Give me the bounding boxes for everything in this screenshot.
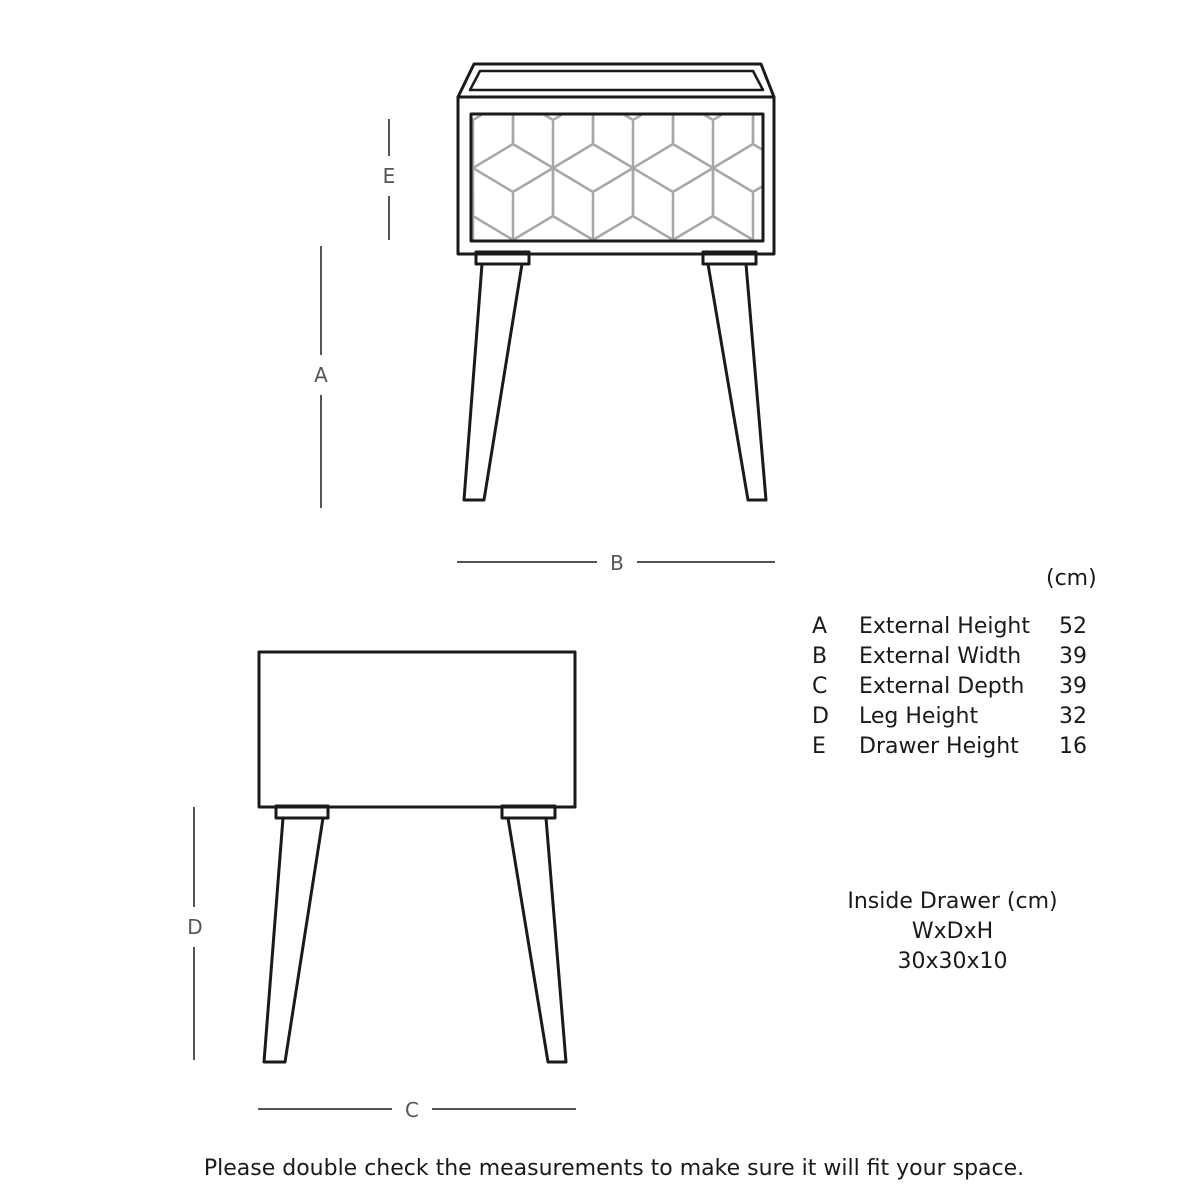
dimension-letter-d: D: [187, 915, 203, 939]
units-label: (cm): [1046, 566, 1097, 591]
spec-name: External Height: [859, 614, 1030, 639]
spec-value: 39: [1059, 644, 1087, 669]
table-row: [812, 732, 1099, 762]
dimension-letter-a: A: [314, 363, 328, 387]
spec-letter: A: [812, 614, 828, 639]
dimension-a: [314, 246, 328, 508]
inside-drawer-title: Inside Drawer (cm): [847, 889, 1058, 914]
spec-letter: E: [812, 734, 826, 759]
dimension-d: [187, 807, 202, 1060]
spec-name: External Width: [859, 644, 1022, 669]
front-right-leg: [708, 264, 766, 500]
spec-value: 39: [1059, 674, 1087, 699]
table-row: [812, 702, 1099, 732]
measurements-table: [812, 612, 1099, 762]
front-view: [433, 64, 793, 500]
inside-drawer-info: [830, 887, 1075, 977]
footer-note: Please double check the measurements to make sure it will fit your space.: [203, 1156, 1025, 1181]
table-row: [812, 672, 1099, 702]
spec-letter: D: [812, 704, 829, 729]
spec-letter: B: [812, 644, 828, 669]
spec-name: Leg Height: [859, 704, 979, 729]
spec-value: 52: [1059, 614, 1087, 639]
dimension-e: [383, 119, 396, 240]
spec-value: 32: [1059, 704, 1087, 729]
side-right-leg: [508, 818, 566, 1062]
side-body: [259, 652, 575, 807]
side-left-leg: [264, 818, 323, 1062]
dimension-c: [258, 1098, 576, 1122]
dimension-letter-b: B: [610, 551, 624, 575]
spec-name: External Depth: [859, 674, 1025, 699]
front-left-leg: [464, 264, 522, 500]
table-top-inset: [470, 71, 763, 90]
dimension-letter-e: E: [382, 164, 396, 188]
spec-letter: C: [812, 674, 828, 699]
dimension-b: [457, 551, 775, 575]
table-row: [812, 642, 1099, 672]
inside-drawer-format: WxDxH: [911, 919, 994, 944]
side-view: [259, 652, 575, 1062]
table-top-surface: [458, 64, 774, 97]
spec-value: 16: [1059, 734, 1087, 759]
drawer-pattern: [433, 96, 793, 264]
dimension-letter-c: C: [405, 1098, 419, 1122]
inside-drawer-values: 30x30x10: [897, 949, 1008, 974]
table-row: [812, 612, 1099, 642]
spec-name: Drawer Height: [859, 734, 1019, 759]
